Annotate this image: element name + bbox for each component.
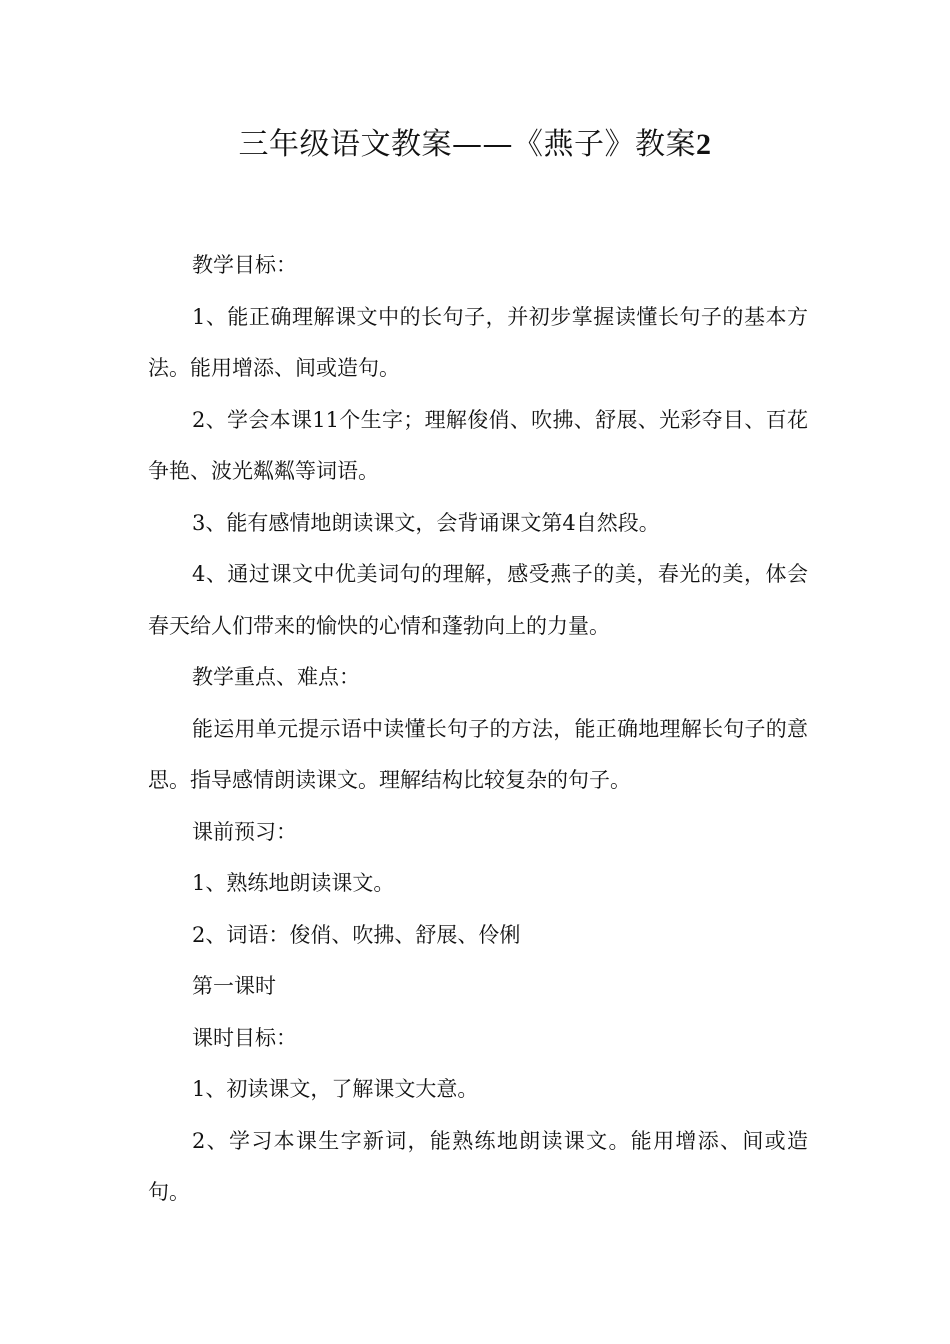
paragraph-heading-preview: 课前预习：	[192, 819, 297, 844]
paragraph-objective-3: 3、能有感情地朗读课文，会背诵课文第4自然段。	[192, 510, 660, 535]
paragraph-lesson-goal-2: 2、学习本课生字新词，能熟练地朗读课文。能用增添、间或造句。	[148, 1128, 808, 1204]
paragraph-heading-lesson-1: 第一课时	[192, 974, 276, 998]
document-title-text: 三年级语文教案——《燕子》教案	[238, 127, 696, 162]
paragraph-heading-key-points: 教学重点、难点：	[192, 665, 360, 689]
paragraph-objective-2: 2、学会本课11个生字；理解俊俏、吹拂、舒展、光彩夺目、百花争艳、波光粼粼等词语。	[148, 407, 808, 483]
document-body	[148, 240, 808, 1219]
paragraph-key-points: 能运用单元提示语中读懂长句子的方法，能正确地理解长句子的意思。指导感情朗读课文。理解结构比较复杂的句子。	[148, 716, 808, 792]
paragraph-heading-lesson-goals: 课时目标：	[192, 1025, 297, 1050]
paragraph-lesson-goal-1: 1、初读课文，了解课文大意。	[192, 1077, 479, 1101]
paragraph-objective-1: 1、能正确理解课文中的长句子，并初步掌握读懂长句子的基本方法。能用增添、间或造句。	[148, 304, 808, 380]
document-title-number: 2	[696, 128, 712, 161]
paragraph-objective-4: 4、通过课文中优美词句的理解，感受燕子的美，春光的美，体会春天给人们带来的愉快的心情和蓬勃向上的力量。	[148, 562, 808, 638]
paragraph-preview-1: 1、熟练地朗读课文。	[192, 871, 395, 895]
paragraph-heading-objectives: 教学目标：	[192, 253, 297, 277]
document-title	[0, 122, 950, 168]
paragraph-preview-2: 2、词语：俊俏、吹拂、舒展、伶俐	[192, 922, 521, 947]
